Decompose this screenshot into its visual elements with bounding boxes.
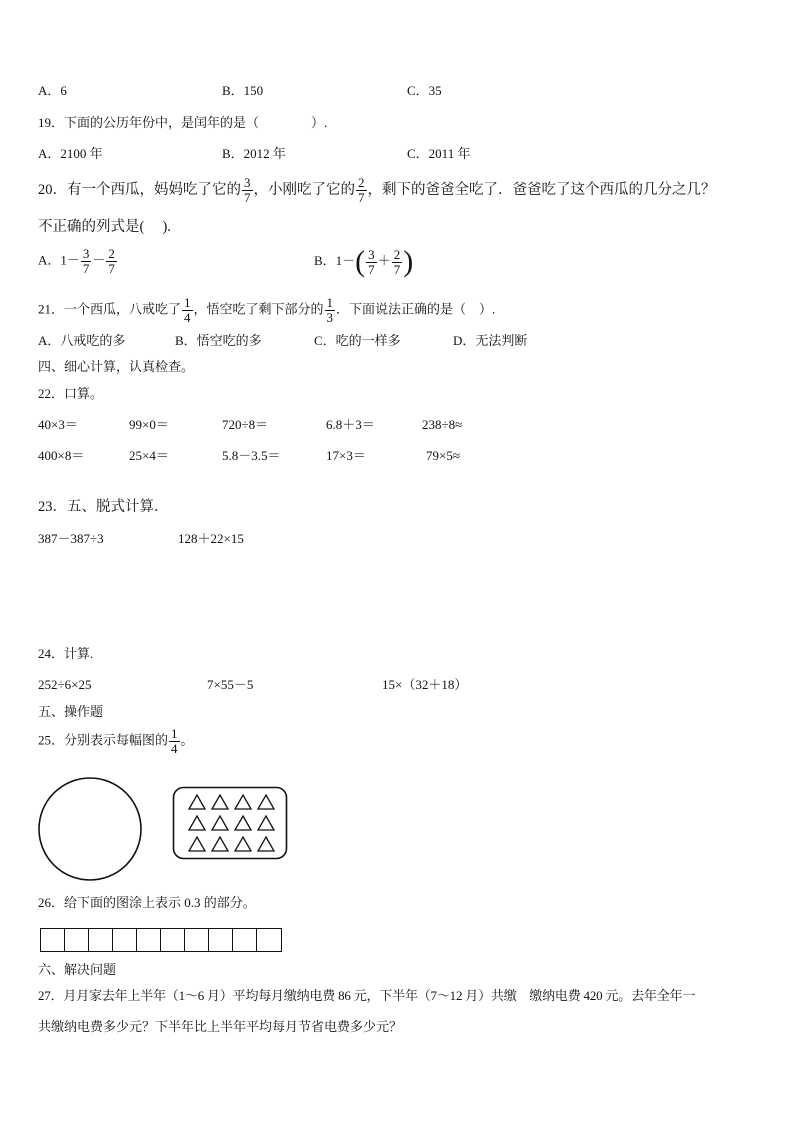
q20-stem-2: 不正确的列式是( ).	[38, 219, 171, 235]
grid-cell[interactable]	[137, 929, 161, 951]
q24-stem: 24．计算.	[38, 646, 94, 661]
q21-fraction-2	[325, 296, 336, 325]
triangle-icon	[258, 837, 274, 851]
grid-cell[interactable]	[89, 929, 113, 951]
triangle-icon	[189, 795, 205, 809]
right-paren: )	[403, 245, 414, 278]
q22-item: 99×0＝	[129, 417, 169, 432]
q25-text-1: 25．分别表示每幅图的	[38, 732, 169, 748]
q25-stem	[38, 727, 194, 756]
q20-text-2: ，小刚吃了它的	[253, 181, 355, 198]
numerator: 3	[82, 246, 90, 261]
q21-option-b: B．悟空吃的多	[175, 333, 262, 348]
triangle-icon	[258, 795, 274, 809]
q25-fraction	[169, 727, 180, 756]
q26-stem: 26．给下面的图涂上表示 0.3 的部分。	[38, 895, 256, 910]
q24-expression-3: 15×（32＋18）	[382, 677, 468, 692]
q18-option-c: C．35	[407, 83, 442, 98]
q18-option-b: B．150	[222, 83, 264, 98]
numerator: 1	[171, 726, 178, 741]
q19-option-b: B．2012 年	[222, 146, 286, 161]
q20-fraction-1	[242, 176, 253, 205]
triangle-icon	[189, 837, 205, 851]
q18-option-a: A．6	[38, 83, 67, 98]
triangle-icon	[235, 837, 251, 851]
q22-item: 720÷8＝	[222, 417, 269, 432]
q21-text-2: ，悟空吃了剩下部分的	[193, 301, 324, 317]
grid-cell[interactable]	[257, 929, 281, 951]
grid-cell[interactable]	[209, 929, 233, 951]
grid-cell[interactable]	[233, 929, 257, 951]
denominator: 7	[108, 261, 115, 276]
q26-strip-grid	[40, 928, 282, 952]
q20-text-3: ，剩下的爸爸全吃了．爸爸吃了这个西瓜的几分之几？	[367, 181, 716, 198]
triangle-grid	[189, 795, 274, 851]
denominator: 7	[368, 261, 375, 277]
left-paren: (	[355, 245, 366, 278]
denominator: 7	[82, 261, 90, 276]
q20-option-a	[38, 247, 118, 276]
denominator: 7	[393, 261, 401, 277]
grid-cell[interactable]	[161, 929, 185, 951]
q21-stem	[38, 296, 495, 325]
q22-item: 400×8＝	[38, 448, 85, 463]
q21-text-3: ．下面说法正确的是（ ）.	[336, 301, 496, 317]
option-label: B．1－	[314, 252, 356, 268]
q22-item: 238÷8≈	[422, 417, 463, 432]
q22-item: 5.8－3.5＝	[222, 448, 281, 463]
denominator: 7	[358, 190, 365, 205]
triangle-icon	[212, 816, 228, 830]
q22-item: 17×3＝	[326, 448, 366, 463]
denominator: 4	[171, 741, 178, 756]
q21-option-a: A．八戒吃的多	[38, 333, 126, 348]
numerator: 3	[244, 175, 251, 190]
denominator: 7	[244, 190, 251, 205]
denominator: 3	[326, 310, 334, 325]
grid-cell[interactable]	[113, 929, 137, 951]
section-6-heading: 六、解决问题	[38, 962, 117, 977]
numerator: 2	[108, 246, 115, 261]
q21-text-1: 21．一个西瓜，八戒吃了	[38, 301, 182, 317]
grid-cell[interactable]	[65, 929, 89, 951]
q19-stem: 19．下面的公历年份中，是闰年的是（ ）.	[38, 115, 328, 130]
numerator: 3	[368, 246, 375, 262]
q23-expression-2: 128＋22×15	[178, 531, 244, 546]
fraction	[366, 248, 377, 277]
triangle-icon	[189, 816, 205, 830]
triangle-icon	[212, 837, 228, 851]
q27-stem-line-2: 共缴纳电费多少元？下半年比上半年平均每月节省电费多少元？	[38, 1019, 403, 1034]
denominator: 4	[184, 310, 191, 325]
triangle-icon	[235, 795, 251, 809]
q22-item: 6.8＋3＝	[326, 417, 375, 432]
q25-text-2: 。	[180, 732, 194, 748]
fraction	[392, 248, 403, 277]
q27-stem-line-1: 27．月月家去年上半年（1～6 月）平均每月缴纳电费 86 元，下半年（7～12 月）共缴 缴纳电费 420 元。去年全年一	[38, 988, 696, 1003]
q21-option-c: C．吃的一样多	[314, 333, 401, 348]
circle	[39, 778, 141, 880]
q19-option-c: C．2011 年	[407, 146, 471, 161]
q20-text-1: 20．有一个西瓜，妈妈吃了它的	[38, 181, 241, 198]
q21-fraction-1	[182, 296, 193, 325]
numerator: 1	[326, 295, 334, 310]
q19-option-a: A．2100 年	[38, 146, 103, 161]
q25-triangles-figure	[172, 786, 290, 862]
q20-stem	[38, 176, 716, 205]
triangle-icon	[258, 816, 274, 830]
numerator: 1	[184, 295, 191, 310]
q24-expression-1: 252÷6×25	[38, 677, 92, 692]
section-5-heading: 五、操作题	[38, 704, 104, 719]
minus-sign: －	[92, 252, 106, 268]
q22-item: 25×4＝	[129, 448, 169, 463]
q22-item: 40×3＝	[38, 417, 78, 432]
q21-option-d: D．无法判断	[453, 333, 528, 348]
q20-option-b	[314, 247, 413, 277]
q23-stem: 23．五、脱式计算．	[38, 499, 169, 515]
triangle-icon	[235, 816, 251, 830]
q22-item: 79×5≈	[426, 448, 460, 463]
triangle-icon	[212, 795, 228, 809]
q22-stem: 22．口算。	[38, 386, 104, 401]
grid-cell[interactable]	[41, 929, 65, 951]
numerator: 2	[358, 175, 365, 190]
q23-expression-1: 387－387÷3	[38, 531, 104, 546]
q20-fraction-2	[356, 176, 367, 205]
q25-circle-figure	[36, 775, 146, 885]
grid-cell[interactable]	[185, 929, 209, 951]
option-label: A．1－	[38, 252, 80, 268]
numerator: 2	[393, 246, 401, 262]
plus-sign: ＋	[377, 252, 391, 268]
fraction	[106, 247, 117, 276]
q24-expression-2: 7×55－5	[207, 677, 254, 692]
section-4-heading: 四、细心计算，认真检查。	[38, 359, 195, 374]
fraction	[81, 247, 92, 276]
